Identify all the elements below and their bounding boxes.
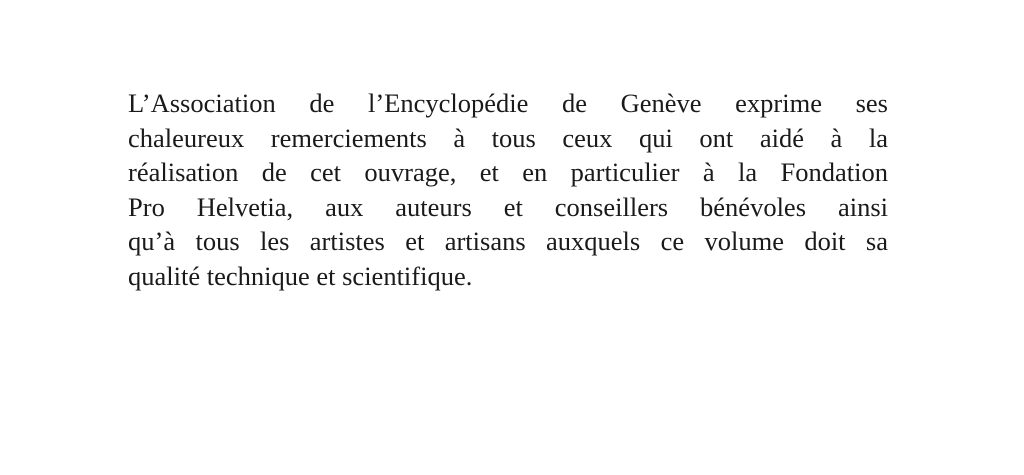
text-line: qu’à tous les artistes et artisans auxquels ce volume doit sa xyxy=(128,226,888,256)
text-line: Pro Helvetia, aux auteurs et conseillers bénévoles ainsi xyxy=(128,191,888,222)
text-line: qualité technique et scientifique. xyxy=(128,260,473,291)
text-line: réalisation de cet ouvrage, et en particulier à la Fondation xyxy=(128,157,888,187)
acknowledgement-paragraph xyxy=(128,86,888,293)
text-line: L’Association de l’Encyclopédie de Genève exprime ses xyxy=(128,88,888,118)
text-line: chaleureux remerciements à tous ceux qui ont aidé à la xyxy=(128,122,888,153)
